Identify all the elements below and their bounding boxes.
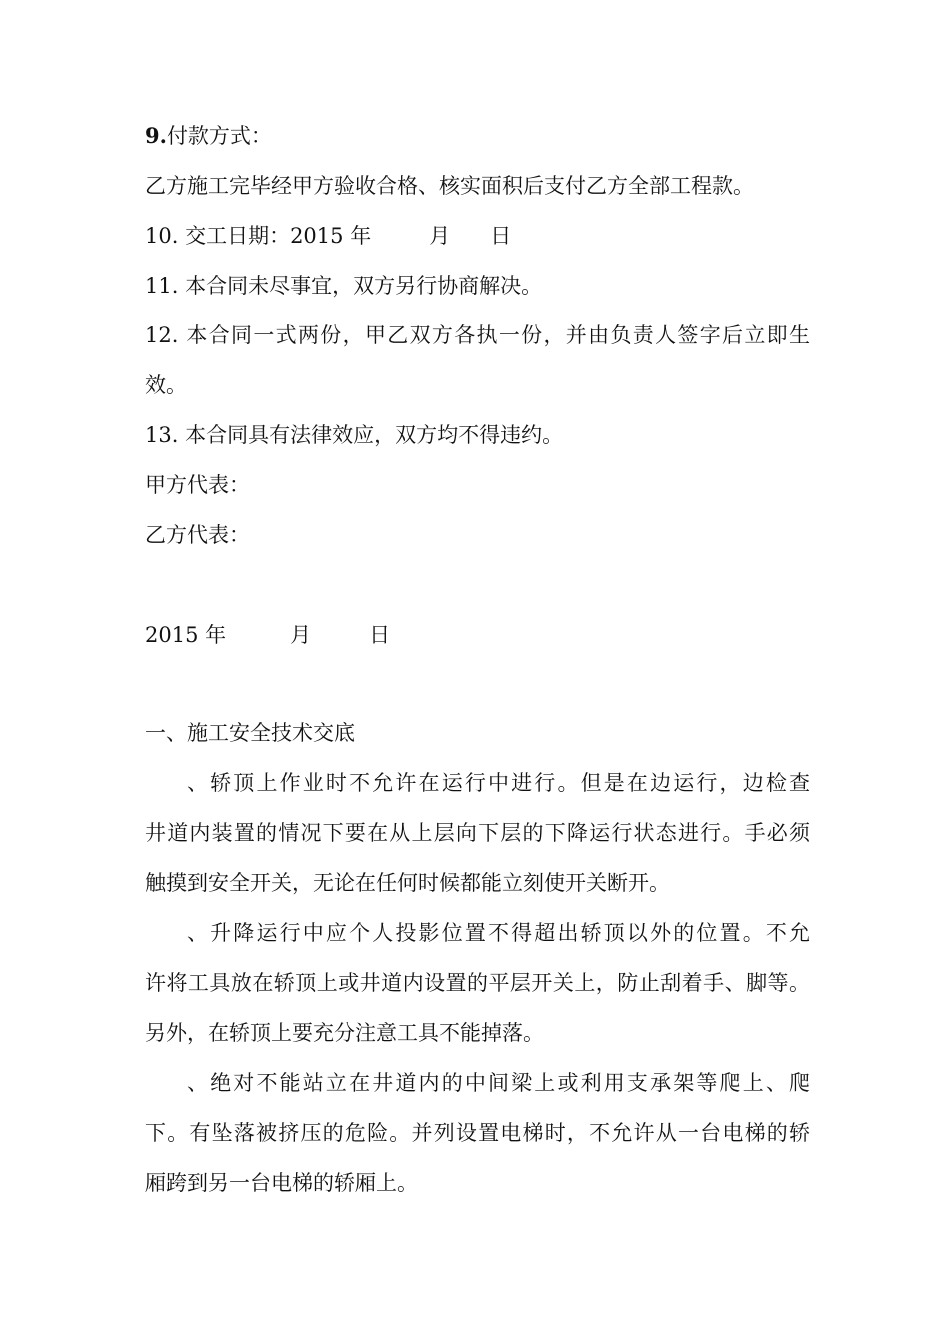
item-9-heading (145, 121, 810, 151)
item-12-line-2: 效。 (145, 373, 187, 397)
signing-date (145, 620, 810, 650)
signing-date-month: 月 (290, 623, 312, 647)
item-10-label: 10. 交工日期：2015 年 (145, 224, 372, 248)
safety-p1-line-1: 、轿顶上作业时不允许在运行中进行。但是在边运行，边检查 (187, 771, 810, 795)
item-10-delivery-date (145, 221, 810, 251)
safety-p3-line-3: 厢跨到另一台电梯的轿厢上。 (145, 1171, 418, 1195)
safety-p3-line-1: 、绝对不能站立在井道内的中间梁上或利用支承架等爬上、爬 (187, 1071, 810, 1095)
item-12-line-1: 12. 本合同一式两份，甲乙双方各执一份，并由负责人签字后立即生 (145, 323, 810, 347)
party-b-representative: 乙方代表： (145, 523, 250, 547)
safety-p2-line-2: 许将工具放在轿顶上或井道内设置的平层开关上，防止刮着手、脚等。 (145, 971, 810, 995)
safety-p2-line-1: 、升降运行中应个人投影位置不得超出轿顶以外的位置。不允 (187, 921, 810, 945)
item-9-label: 付款方式： (166, 124, 272, 148)
safety-p1-line-3: 触摸到安全开关，无论在任何时候都能立刻使开关断开。 (145, 871, 670, 895)
item-10-day: 日 (490, 224, 512, 248)
signing-date-day: 日 (369, 623, 391, 647)
safety-p3-line-2: 下。有坠落被挤压的危险。并列设置电梯时，不允许从一台电梯的轿 (145, 1121, 810, 1145)
item-9-text: 乙方施工完毕经甲方验收合格、核实面积后支付乙方全部工程款。 (145, 174, 754, 198)
safety-p1-line-2: 井道内装置的情况下要在从上层向下层的下降运行状态进行。手必须 (145, 821, 810, 845)
item-9-number: 9. (145, 123, 167, 148)
party-a-representative: 甲方代表： (145, 473, 250, 497)
item-11: 11. 本合同未尽事宜，双方另行协商解决。 (145, 274, 543, 298)
signing-date-year: 2015 年 (145, 623, 227, 647)
item-13: 13. 本合同具有法律效应，双方均不得违约。 (145, 423, 564, 447)
item-10-month: 月 (429, 224, 451, 248)
safety-p2-line-3: 另外，在轿顶上要充分注意工具不能掉落。 (145, 1021, 544, 1045)
safety-heading: 一、施工安全技术交底 (145, 721, 355, 745)
